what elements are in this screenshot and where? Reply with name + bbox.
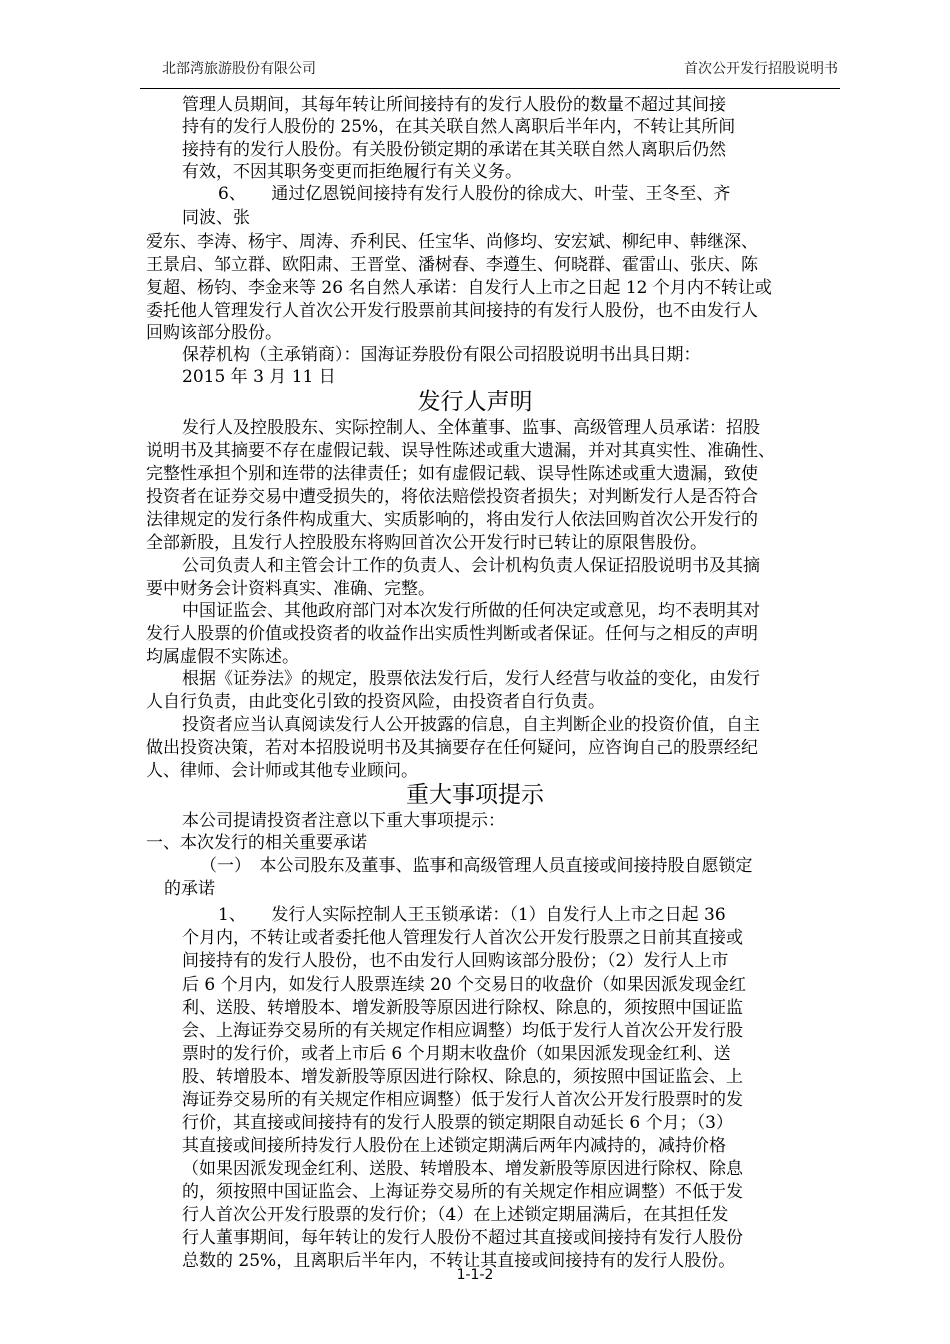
text-line: 保荐机构（主承销商）：国海证券股份有限公司招股说明书出具日期： (182, 345, 701, 365)
text-line: 票时的发行价，或者上市后 6 个月期末收盘价（如果因派发现金红利、送 (182, 1044, 731, 1064)
text-line: 本公司提请投资者注意以下重大事项提示： (182, 811, 505, 831)
text-line: 间接持有的发行人股份，也不由发行人回购该部分股份；（2）发行人上市 (182, 951, 729, 971)
text-line: 行人首次公开发行股票的发行价；（4）在上述锁定期届满后，在其担任发 (182, 1205, 729, 1225)
text-line: 法律规定的发行条件构成重大、实质影响的，将由发行人依法回购首次公开发行的 (146, 510, 758, 530)
section-heading-major-matters: 重大事项提示 (406, 782, 544, 808)
text-line: 持有的发行人股份的 25%，在其关联自然人离职后半年内，不转让其所间 (182, 117, 736, 137)
text-line: 要中财务会计资料真实、准确、完整。 (146, 579, 435, 599)
text-line: 投资者应当认真阅读发行人公开披露的信息，自主判断企业的投资价值，自主 (182, 715, 760, 735)
section-heading-issuer-statement: 发行人声明 (417, 389, 533, 415)
text-line: 全部新股，且发行人控股股东将购回首次公开发行时已转让的原限售股份。 (146, 533, 707, 553)
text-line: （一） 本公司股东及董事、监事和高级管理人员直接或间接持股自愿锁定 (200, 856, 753, 876)
text-line: 均属虚假不实陈述。 (146, 647, 299, 667)
text-line: 爱东、李涛、杨宇、周涛、乔利民、任宝华、尚修均、安宏斌、柳纪申、韩继深、 (146, 232, 758, 252)
text-line: 有效，不因其职务变更而拒绝履行有关义务。 (182, 162, 522, 182)
text-line: 人、律师、会计师或其他专业顾问。 (146, 761, 418, 781)
text-line: 接持有的发行人股份。有关股份锁定期的承诺在其关联自然人离职后仍然 (182, 140, 726, 160)
text-line: 发行人股票的价值或投资者的收益作出实质性判断或者保证。任何与之相反的声明 (146, 624, 758, 644)
text-line: 2015 年 3 月 11 日 (182, 367, 336, 387)
text-line: 6、 通过亿恩锐间接持有发行人股份的徐成大、叶莹、王冬至、齐 (218, 184, 731, 204)
text-line: 其直接或间接所持发行人股份在上述锁定期满后两年内减持的，减持价格 (182, 1136, 726, 1156)
text-line: 同波、张 (182, 208, 250, 228)
text-line: 行人董事期间，每年转让的发行人股份不超过其直接或间接持有发行人股份 (182, 1228, 743, 1248)
text-line: 完整性承担个别和连带的法律责任；如有虚假记载、误导性陈述或重大遗漏，致使 (146, 464, 758, 484)
header-company-name: 北部湾旅游股份有限公司 (162, 61, 316, 77)
text-line: 公司负责人和主管会计工作的负责人、会计机构负责人保证招股说明书及其摘 (182, 556, 760, 576)
text-line: 王景启、邹立群、欧阳肃、王晋堂、潘树春、李遵生、何晓群、霍雷山、张庆、陈 (146, 255, 758, 275)
text-line: 管理人员期间，其每年转让所间接持有的发行人股份的数量不超过其间接 (182, 95, 726, 115)
text-line: 行价，其直接或间接持有的发行人股票的锁定期限自动延长 6 个月；（3） (182, 1113, 733, 1133)
text-line: 个月内，不转让或者委托他人管理发行人首次公开发行股票之日前其直接或 (182, 928, 743, 948)
text-line: （如果因派发现金红利、送股、转增股本、增发新股等原因进行除权、除息 (182, 1159, 743, 1179)
text-line: 中国证监会、其他政府部门对本次发行所做的任何决定或意见，均不表明其对 (182, 601, 760, 621)
text-line: 回购该部分股份。 (146, 323, 282, 343)
header-document-title: 首次公开发行招股说明书 (684, 61, 838, 77)
text-line: 利、送股、转增股本、增发新股等原因进行除权、除息的，须按照中国证监 (182, 998, 743, 1018)
text-line: 复超、杨钧、李金来等 26 名自然人承诺：自发行人上市之日起 12 个月内不转让或 (146, 278, 772, 298)
text-line: 一、本次发行的相关重要承诺 (146, 833, 367, 853)
text-line: 发行人及控股股东、实际控制人、全体董事、监事、高级管理人员承诺：招股 (182, 418, 760, 438)
text-line: 人自行负责，由此变化引致的投资风险，由投资者自行负责。 (146, 692, 605, 712)
text-line: 总数的 25%，且离职后半年内，不转让其直接或间接持有的发行人股份。 (182, 1251, 736, 1271)
text-line: 1、 发行人实际控制人王玉锁承诺：（1）自发行人上市之日起 36 (218, 905, 726, 925)
text-line: 说明书及其摘要不存在虚假记载、误导性陈述或重大遗漏，并对其真实性、准确性、 (146, 441, 775, 461)
text-line: 后 6 个月内，如发行人股票连续 20 个交易日的收盘价（如果因派发现金红 (182, 975, 747, 995)
text-line: 投资者在证券交易中遭受损失的，将依法赔偿投资者损失；对判断发行人是否符合 (146, 487, 758, 507)
header-rule (140, 88, 840, 89)
text-line: 的承诺 (164, 879, 215, 899)
text-line: 的，须按照中国证监会、上海证券交易所的有关规定作相应调整）不低于发 (182, 1182, 743, 1202)
text-line: 股、转增股本、增发新股等原因进行除权、除息的，须按照中国证监会、上 (182, 1067, 743, 1087)
text-line: 海证券交易所的有关规定作相应调整）低于发行人首次公开发行股票时的发 (182, 1090, 743, 1110)
text-line: 根据《证券法》的规定，股票依法发行后，发行人经营与收益的变化，由发行 (182, 669, 760, 689)
page-number: 1-1-2 (456, 1267, 494, 1283)
text-line: 做出投资决策，若对本招股说明书及其摘要存在任何疑问，应咨询自己的股票经纪 (146, 738, 758, 758)
text-line: 委托他人管理发行人首次公开发行股票前其间接持的有发行人股份，也不由发行人 (146, 301, 758, 321)
text-line: 会、上海证券交易所的有关规定作相应调整）均低于发行人首次公开发行股 (182, 1021, 743, 1041)
